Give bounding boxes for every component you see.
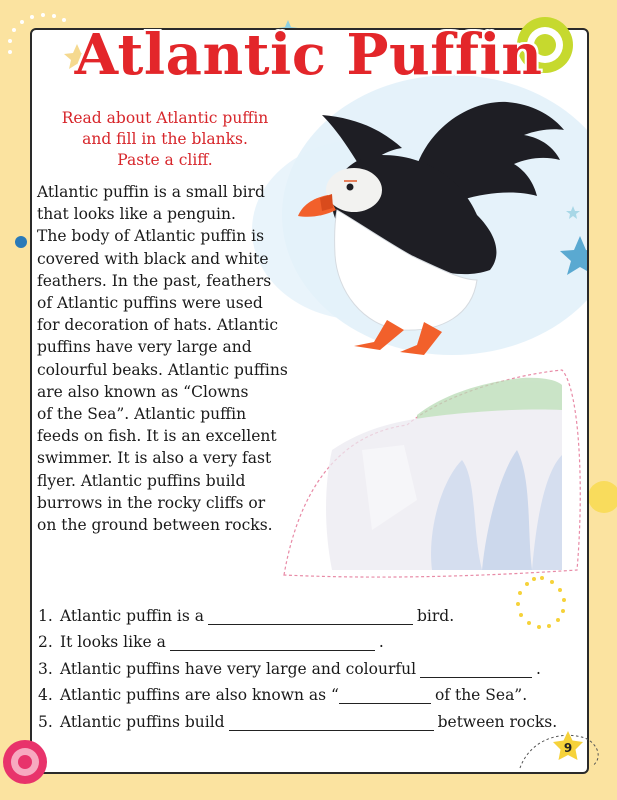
passage-line: burrows in the rocky cliffs or [37,493,266,512]
passage-line: covered with black and white [37,249,269,268]
passage-line: puffins have very large and [37,338,252,357]
instructions [40,108,290,171]
question-item [38,651,578,678]
page-number: 9 [563,741,573,755]
question-text-end: of the Sea”. [434,686,528,704]
question-text: Atlantic puffins are also known as “ [60,686,339,704]
question-number: 1. [38,606,53,625]
answer-blank[interactable] [339,687,431,704]
question-text-end: . [536,659,541,678]
question-text: Atlantic puffin is a [60,606,204,625]
question-number: 5. [38,712,53,731]
passage-line: The body of Atlantic puffin is [37,227,265,246]
question-number: 2. [38,633,53,651]
question-item [38,598,578,625]
answer-blank[interactable] [170,634,375,651]
instruction-line: Paste a cliff. [117,151,213,169]
question-text: Atlantic puffins have very large and colourful [60,659,417,678]
question-number: 3. [38,659,53,678]
question-text-end: between rocks. [437,712,558,731]
passage-line: flyer. Atlantic puffins build [37,471,246,490]
passage-line: that looks like a penguin. [37,205,236,224]
passage-line: Atlantic puffin is a small bird [37,183,265,201]
passage-line: are also known as “Clowns [37,382,249,401]
passage-line: feeds on fish. It is an excellent [37,427,277,446]
passage-line: feathers. In the past, feathers [37,271,272,290]
question-text: Atlantic puffins build [60,712,225,731]
question-text-end: . [378,633,384,651]
passage-line: of Atlantic puffins were used [37,294,263,313]
page-title: Atlantic Puffin [74,22,543,88]
question-text-end: bird. [417,606,455,625]
pink-circle-decoration [3,740,47,784]
question-item [38,678,578,705]
passage-line: of the Sea”. Atlantic puffin [37,405,247,424]
fill-in-blanks-questions [38,598,578,731]
answer-blank[interactable] [420,661,532,678]
question-text: It looks like a [60,633,166,651]
question-number: 4. [38,686,53,704]
question-item [38,625,578,652]
passage-line: swimmer. It is also a very fast [37,449,272,468]
answer-blank[interactable] [229,714,434,731]
instruction-line: and fill in the blanks. [82,130,248,148]
instruction-line: Read about Atlantic puffin [61,109,269,127]
passage-line: for decoration of hats. Atlantic [37,316,279,335]
answer-blank[interactable] [208,608,413,625]
passage-line: on the ground between rocks. [37,516,273,535]
reading-passage [37,181,337,536]
question-item [38,704,578,731]
passage-line: colourful beaks. Atlantic puffins [37,360,288,379]
